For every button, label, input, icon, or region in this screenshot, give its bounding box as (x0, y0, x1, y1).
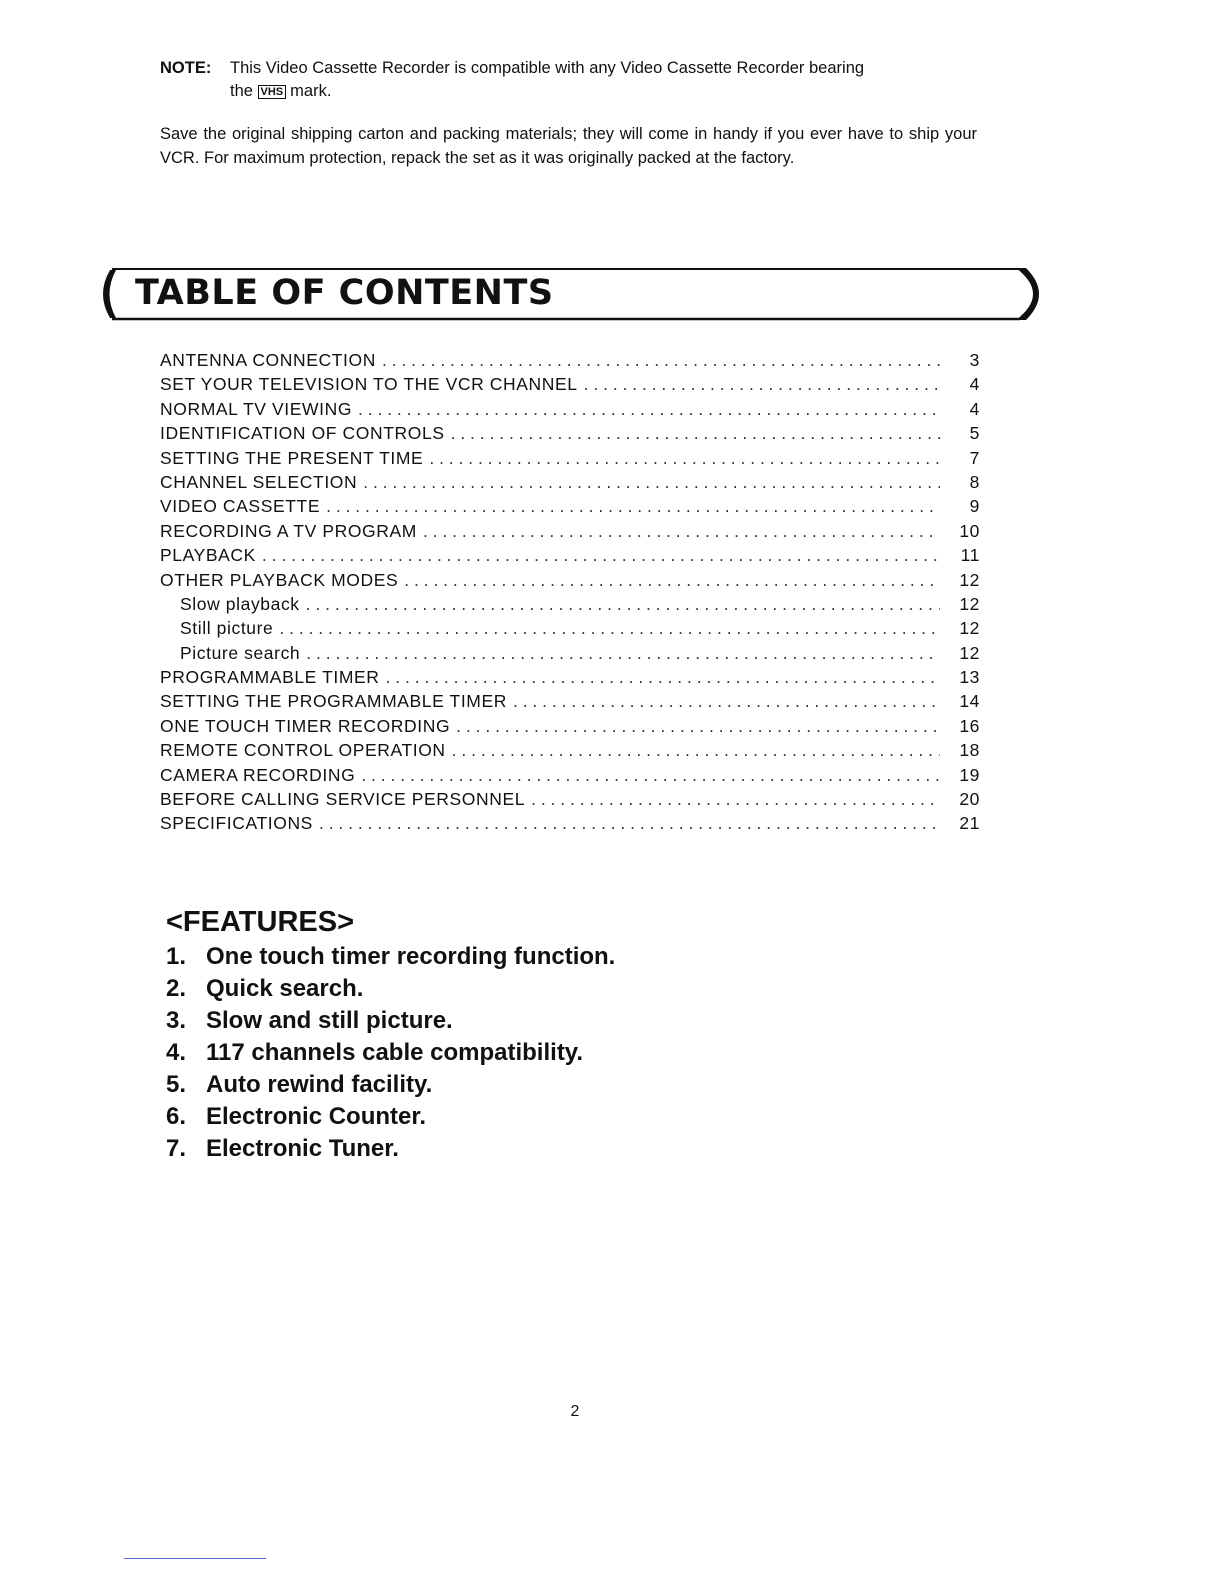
feature-number: 1. (166, 943, 187, 970)
feature-text: Quick search. (206, 975, 364, 1002)
toc-entry-title: SPECIFICATIONS (160, 813, 313, 834)
toc-dot-leader (319, 813, 940, 834)
toc-entry-title: NORMAL TV VIEWING (160, 398, 353, 419)
feature-text: Electronic Counter. (206, 1103, 427, 1130)
toc-dot-leader (423, 521, 940, 542)
toc-entry-page: 9 (969, 496, 980, 517)
features-heading: <FEATURES> (166, 906, 355, 938)
feature-text: One touch timer recording function. (206, 943, 616, 970)
toc-dot-leader (451, 423, 940, 444)
toc-entry (160, 740, 980, 764)
toc-entry-title: CHANNEL SELECTION (160, 471, 358, 492)
toc-dot-leader (358, 399, 940, 420)
feature-number: 6. (166, 1103, 187, 1130)
toc-dot-leader (382, 350, 940, 371)
toc-dot-leader (262, 545, 940, 566)
toc-entry (160, 472, 980, 496)
toc-entry-page: 16 (959, 715, 980, 736)
toc-entry-page: 12 (959, 593, 980, 614)
toc-entry-title: Picture search (180, 642, 301, 663)
feature-item (166, 1069, 615, 1101)
toc-entry-page: 20 (959, 789, 980, 810)
toc-entry-title: VIDEO CASSETTE (160, 496, 321, 517)
toc-entry-title: REMOTE CONTROL OPERATION (160, 740, 446, 761)
toc-dot-leader (306, 643, 940, 664)
toc-entry (160, 594, 980, 618)
toc-entry (160, 618, 980, 642)
feature-item (166, 1133, 615, 1165)
note-line-1 (160, 57, 980, 80)
page-number: 2 (570, 1403, 580, 1420)
toc-entry-page: 4 (969, 398, 980, 419)
feature-number: 5. (166, 1071, 187, 1098)
feature-text: 117 channels cable compatibility. (206, 1039, 584, 1066)
toc-dot-leader (386, 667, 940, 688)
note-line-2 (160, 80, 980, 103)
toc-entry-page: 4 (969, 374, 980, 395)
feature-item (166, 1005, 615, 1037)
feature-text: Auto rewind facility. (206, 1071, 433, 1098)
toc-entry (160, 350, 980, 374)
toc-dot-leader (584, 374, 940, 395)
toc-entry-page: 12 (959, 618, 980, 639)
toc-entry (160, 765, 980, 789)
toc-entry-title: OTHER PLAYBACK MODES (160, 569, 399, 590)
toc-dot-leader (429, 448, 940, 469)
packing-instructions: Save the original shipping carton and packing materials; they will come in handy if you ever have to ship your VCR. For maximum protection, repack the set as it was originally packed at the factory. (160, 125, 977, 167)
toc-entry-page: 3 (969, 350, 980, 370)
toc-entry (160, 521, 980, 545)
toc-entry-page: 19 (959, 764, 980, 785)
note-text-line-1: This Video Cassette Recorder is compatible with any Video Cassette Recorder bearing (230, 59, 865, 77)
toc-entry-page: 18 (959, 740, 980, 761)
toc-entry (160, 545, 980, 569)
toc-entry (160, 374, 980, 398)
toc-dot-leader (513, 691, 940, 712)
feature-item (166, 1037, 615, 1069)
toc-entry-page: 5 (969, 423, 980, 444)
toc-entry-title: CAMERA RECORDING (160, 764, 356, 785)
toc-entry-title: Still picture (180, 618, 274, 639)
toc-title: TABLE OF CONTENTS (135, 273, 554, 313)
toc-entry-title: PLAYBACK (160, 545, 256, 566)
compatibility-note (160, 57, 980, 103)
toc-entry-page: 13 (959, 667, 980, 688)
toc-entry-page: 7 (969, 447, 980, 468)
feature-text: Slow and still picture. (206, 1007, 453, 1034)
toc-entry-page: 14 (959, 691, 980, 712)
feature-text: Electronic Tuner. (206, 1135, 399, 1162)
note-label: NOTE: (160, 59, 212, 77)
toc-dot-leader (404, 570, 940, 591)
note-text-line-2-pre: the (230, 82, 253, 100)
footer-divider (124, 1558, 266, 1559)
toc-entry (160, 423, 980, 447)
toc-dot-leader (306, 594, 940, 615)
feature-number: 7. (166, 1135, 187, 1162)
toc-entry (160, 448, 980, 472)
toc-entry-title: SETTING THE PRESENT TIME (160, 447, 424, 468)
toc-dot-leader (531, 789, 940, 810)
toc-entry (160, 496, 980, 520)
toc-dot-leader (452, 740, 940, 761)
toc-list (160, 350, 980, 838)
toc-entry-page: 10 (959, 520, 980, 541)
toc-entry-title: Slow playback (180, 593, 300, 614)
toc-entry (160, 399, 980, 423)
toc-dot-leader (456, 716, 940, 737)
toc-entry-title: RECORDING A TV PROGRAM (160, 520, 417, 541)
toc-entry-title: SETTING THE PROGRAMMABLE TIMER (160, 691, 507, 712)
toc-entry-page: 12 (959, 569, 980, 590)
toc-entry-page: 21 (959, 813, 980, 834)
features-list (166, 941, 615, 1165)
toc-entry-title: ANTENNA CONNECTION (160, 350, 376, 370)
vhs-logo: VHS (258, 85, 287, 99)
feature-number: 4. (166, 1039, 187, 1066)
toc-entry (160, 570, 980, 594)
toc-entry (160, 667, 980, 691)
toc-entry-page: 11 (960, 545, 980, 566)
toc-entry (160, 716, 980, 740)
toc-entry-page: 8 (969, 471, 980, 492)
toc-dot-leader (361, 765, 940, 786)
feature-item (166, 1101, 615, 1133)
toc-entry (160, 643, 980, 667)
toc-dot-leader (363, 472, 940, 493)
toc-entry-page: 12 (959, 642, 980, 663)
toc-entry (160, 789, 980, 813)
toc-entry-title: IDENTIFICATION OF CONTROLS (160, 423, 445, 444)
feature-number: 3. (166, 1007, 187, 1034)
toc-dot-leader (326, 496, 940, 517)
feature-item (166, 973, 615, 1005)
toc-entry-title: SET YOUR TELEVISION TO THE VCR CHANNEL (160, 374, 578, 395)
feature-number: 2. (166, 975, 187, 1002)
toc-entry (160, 691, 980, 715)
toc-entry-title: PROGRAMMABLE TIMER (160, 667, 380, 688)
note-text-line-2-post: mark. (290, 82, 332, 100)
toc-entry-title: BEFORE CALLING SERVICE PERSONNEL (160, 789, 526, 810)
toc-entry-title: ONE TOUCH TIMER RECORDING (160, 715, 451, 736)
toc-entry (160, 813, 980, 837)
feature-item (166, 941, 615, 973)
toc-dot-leader (279, 618, 940, 639)
